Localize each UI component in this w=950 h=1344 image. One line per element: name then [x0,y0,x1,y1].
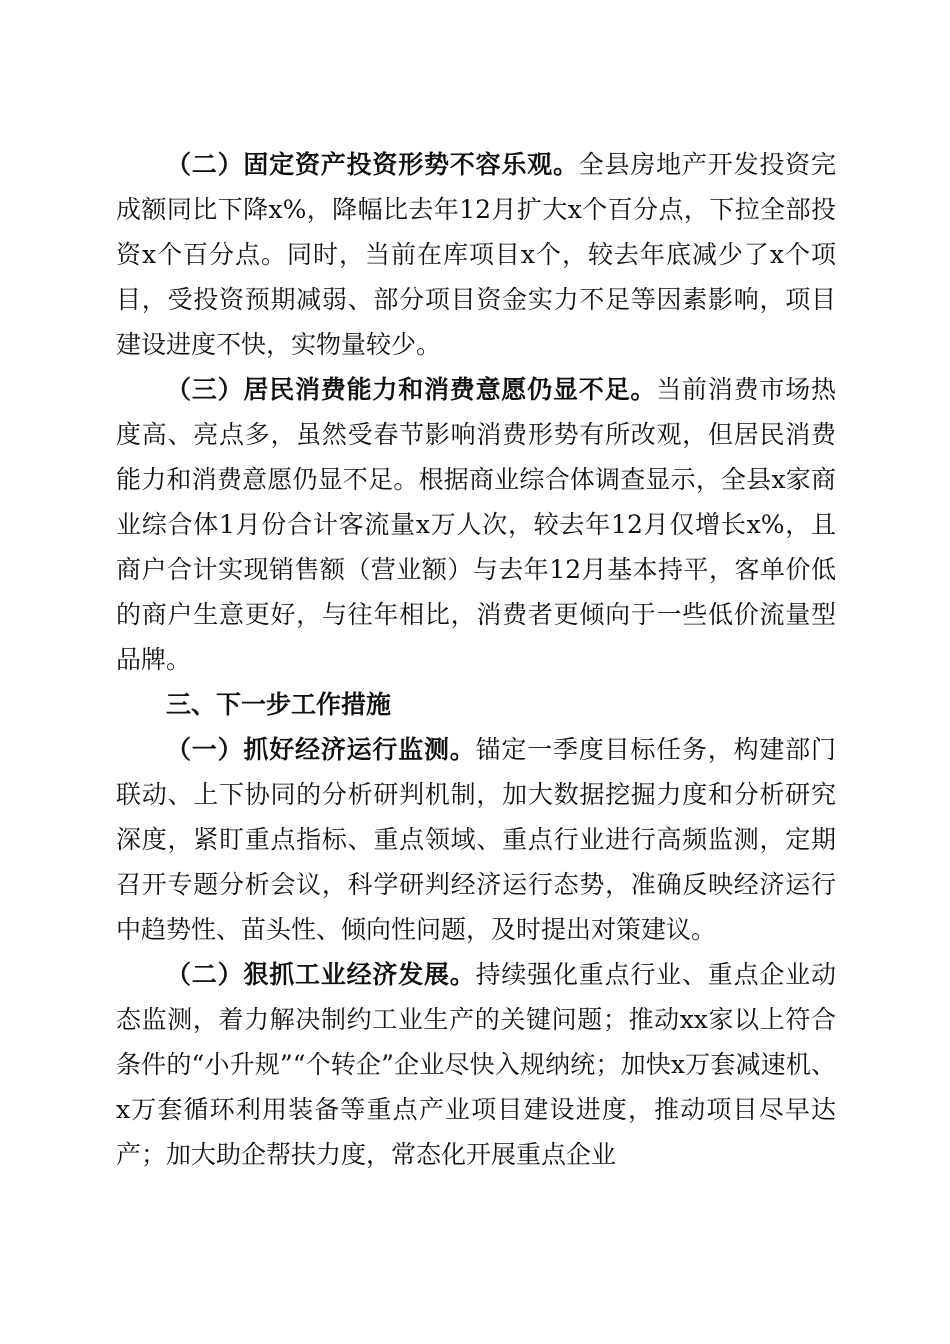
paragraph-body: 当前消费市场热度高、亮点多，虽然受春节影响消费形势有所改观，但居民消费能力和消费意愿仍显不足。根据商业综合体调查显示，全县x家商业综合体1月份合计客流量x万人次，较去年12月仅增长x%，且商户合计实现销售额（营业额）与去年12月基本持平，客单价低的商户生意更好，与往年相比，消费者更倾向于一些低价流量型品牌。 [116,375,836,674]
paragraph-economic-monitoring [116,727,836,952]
paragraph-consumer-spending [116,367,836,682]
paragraph-lead: （三）居民消费能力和消费意愿仍显不足。 [166,375,657,404]
paragraph-lead: （二）固定资产投资形势不容乐观。 [166,150,579,179]
paragraph-lead: （二）狠抓工业经济发展。 [166,960,476,989]
paragraph-lead: （一）抓好经济运行监测。 [166,735,476,764]
paragraph-body: 持续强化重点行业、重点企业动态监测，着力解决制约工业生产的关键问题；推动xx家以上符合条件的“小升规”“个转企”企业尽快入规纳统；加快x万套减速机、x万套循环利用装备等重点产业项目建设进度，推动项目尽早达产；加大助企帮扶力度，常态化开展重点企业 [116,960,836,1169]
paragraph-fixed-asset-investment [116,142,836,367]
paragraph-body: 全县房地产开发投资完成额同比下降x%，降幅比去年12月扩大x个百分点，下拉全部投资x个百分点。同时，当前在库项目x个，较去年底减少了x个项目，受投资预期减弱、部分项目资金实力不足等因素影响，项目建设进度不快，实物量较少。 [116,150,836,359]
paragraph-body: 锚定一季度目标任务，构建部门联动、上下协同的分析研判机制，加大数据挖掘力度和分析研究深度，紧盯重点指标、重点领域、重点行业进行高频监测，定期召开专题分析会议，科学研判经济运行态势，准确反映经济运行中趋势性、苗头性、倾向性问题，及时提出对策建议。 [116,735,836,944]
document-body [116,142,836,1177]
paragraph-industrial-development [116,952,836,1177]
section-heading: 三、下一步工作措施 [166,690,392,719]
